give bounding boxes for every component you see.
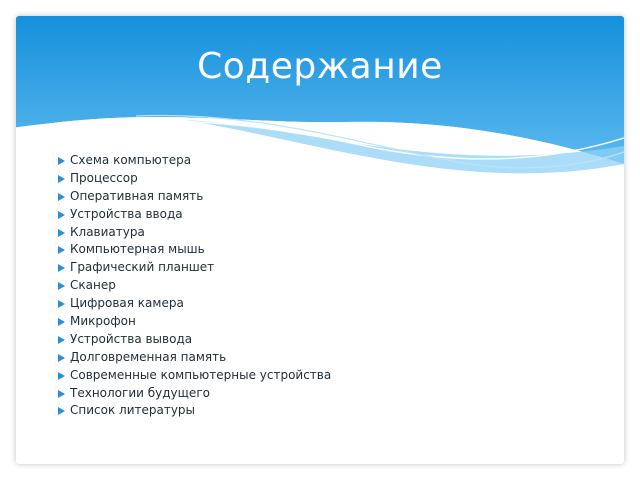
list-item [58,295,331,313]
bullet-icon [58,211,65,219]
list-item [58,259,331,277]
table-of-contents-list [58,152,331,420]
bullet-icon [58,229,65,237]
bullet-icon [58,407,65,415]
list-item [58,152,331,170]
slide-title: Содержание [197,46,443,87]
list-item-label: Устройства ввода [70,206,183,221]
list-item-label: Современные компьютерные устройства [70,367,332,382]
list-item [58,277,331,295]
list-item-label: Цифровая камера [70,296,184,311]
list-item-label: Процессор [70,170,138,185]
list-item-label: Оперативная память [70,188,204,203]
bullet-icon [58,157,65,165]
bullet-icon [58,246,65,254]
list-item [58,313,331,331]
list-item [58,385,331,403]
list-item [58,224,331,242]
list-item [58,331,331,349]
bullet-icon [58,372,65,380]
list-item [58,367,331,385]
list-item [58,170,331,188]
list-item [58,188,331,206]
bullet-icon [58,318,65,326]
list-item [58,241,331,259]
bullet-icon [58,354,65,362]
bullet-icon [58,282,65,290]
list-item [58,349,331,367]
bullet-icon [58,300,65,308]
list-item-label: Схема компьютера [70,153,192,167]
list-item-label: Микрофон [70,314,136,329]
bullet-icon [58,175,65,183]
list-item-label: Компьютерная мышь [70,242,205,257]
list-item-label: Долговременная память [70,349,227,364]
list-item-label: Устройства вывода [70,331,193,346]
bullet-icon [58,264,65,272]
list-item-label: Сканер [70,278,116,293]
list-item-label: Графический планшет [70,260,215,275]
list-item [58,402,331,420]
list-item-label: Технологии будущего [70,385,210,400]
bullet-icon [58,336,65,344]
list-item [58,206,331,224]
bullet-icon [58,193,65,201]
bullet-icon [58,390,65,398]
slide [16,16,624,464]
list-item-label: Список литературы [70,403,196,418]
list-item-label: Клавиатура [70,224,145,239]
